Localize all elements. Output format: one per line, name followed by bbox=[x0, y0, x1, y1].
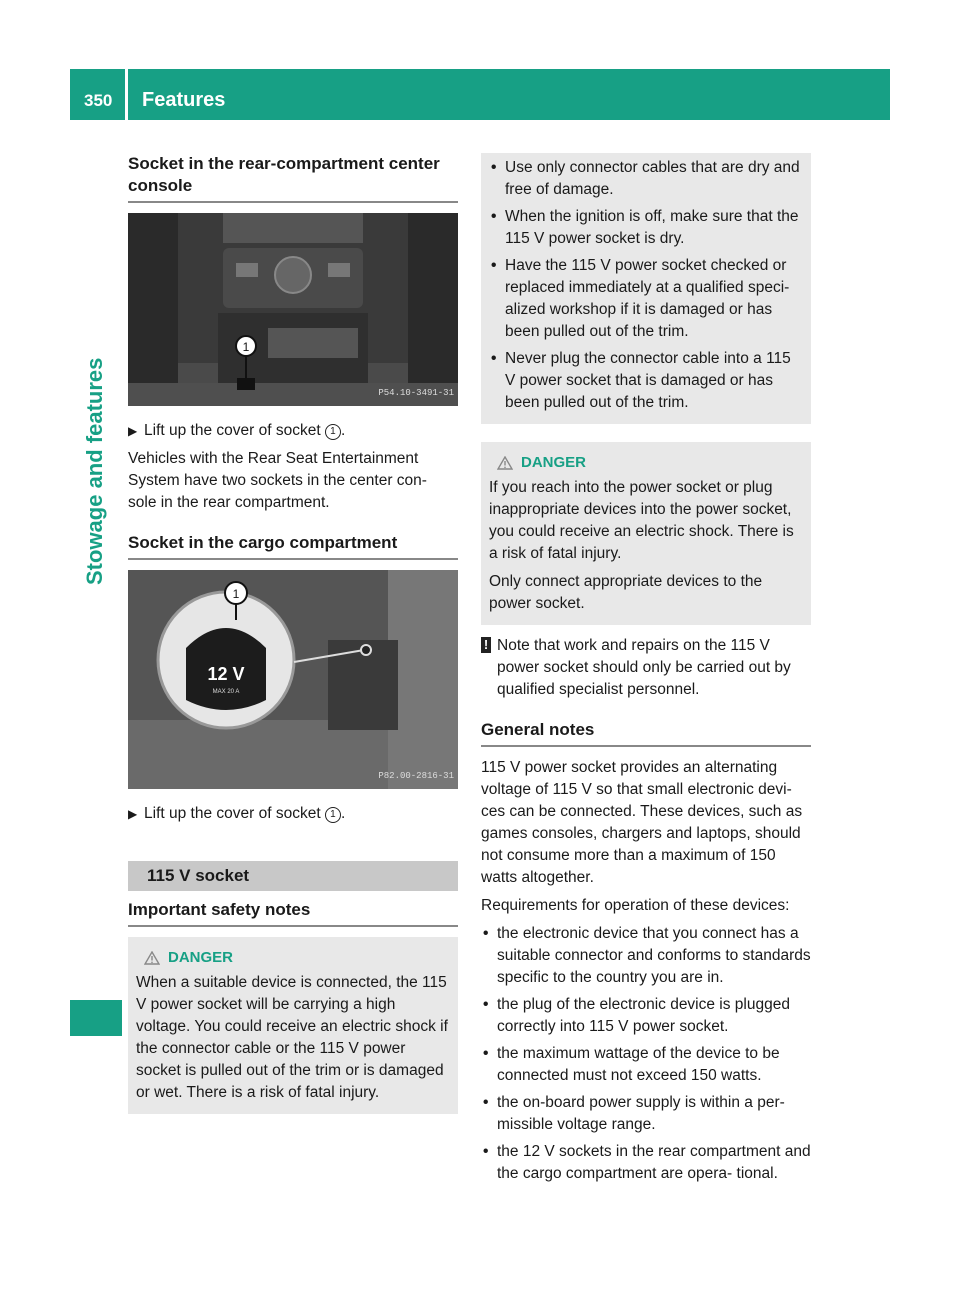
warning-bullets-box bbox=[481, 153, 811, 424]
socket-rating: MAX 20 A bbox=[212, 689, 240, 695]
list-item bbox=[481, 1141, 811, 1185]
warning-triangle-icon bbox=[497, 456, 513, 470]
list-item-text: the plug of the electronic device is plugged correctly into 115 V power socket. bbox=[497, 996, 790, 1035]
safety-heading: Important safety notes bbox=[128, 899, 458, 927]
general-notes-heading: General notes bbox=[481, 719, 811, 747]
danger-header bbox=[489, 452, 803, 474]
list-item-text: Have the 115 V power socket checked or replaced immediately at a qualified speci- alized workshop if it is damaged or has been pulled out of the trim. bbox=[505, 257, 790, 340]
callout-marker: 1 bbox=[325, 424, 341, 440]
note-block bbox=[481, 635, 811, 701]
bullet-icon: • bbox=[491, 350, 497, 367]
danger-text: When a suitable device is connected, the 115 V power socket will be carrying a high voltage. You could receive an electric shock if the connector cable or the 115 V power socket is pulled out of the trim or is damaged or wet. There is a risk of fatal injury. bbox=[136, 974, 448, 1101]
list-item bbox=[481, 1043, 811, 1087]
exclamation-icon: ! bbox=[481, 637, 491, 653]
step-arrow-icon: ▶ bbox=[128, 424, 138, 438]
left-column bbox=[128, 153, 458, 1114]
rear-socket-heading: Socket in the rear-compartment center console bbox=[128, 153, 458, 203]
warning-triangle-icon bbox=[144, 951, 160, 965]
list-item bbox=[489, 348, 803, 414]
bullet-icon: • bbox=[491, 208, 497, 225]
list-item bbox=[481, 994, 811, 1038]
list-item bbox=[481, 923, 811, 989]
list-item bbox=[489, 255, 803, 343]
bullet-icon: • bbox=[483, 1045, 489, 1062]
rear-console-photo bbox=[128, 213, 458, 406]
rear-socket-paragraph: Vehicles with the Rear Seat Entertainment System have two sockets in the center con- sole in the rear compartment. bbox=[128, 450, 427, 511]
bullet-icon: • bbox=[491, 257, 497, 274]
list-item-text: the 12 V sockets in the rear compartment and the cargo compartment are opera- tional. bbox=[497, 1143, 811, 1182]
instruction-step bbox=[128, 420, 458, 442]
bullet-icon: • bbox=[483, 1094, 489, 1111]
figure-code: P54.10-3491-31 bbox=[378, 388, 454, 398]
page-header bbox=[70, 69, 890, 120]
step-text-end: . bbox=[340, 805, 346, 822]
step-text: Lift up the cover of socket bbox=[144, 422, 321, 439]
list-item bbox=[481, 1092, 811, 1136]
step-text-end: . bbox=[340, 422, 346, 439]
bullet-icon: • bbox=[483, 1143, 489, 1160]
danger-box bbox=[481, 442, 811, 625]
danger-text: If you reach into the power socket or plug inappropriate devices into the power socket, you could receive an electric shock. There is a risk of fatal injury. bbox=[489, 479, 794, 562]
socket-label: 12 V bbox=[207, 664, 245, 684]
page-number: 350 bbox=[84, 91, 113, 110]
danger-header bbox=[136, 947, 450, 969]
side-tab-marker bbox=[70, 1000, 122, 1036]
list-item-text: When the ignition is off, make sure that the 115 V power socket is dry. bbox=[505, 208, 799, 247]
cargo-compartment-photo bbox=[128, 570, 458, 789]
callout-marker: 1 bbox=[325, 807, 341, 823]
bullet-icon: • bbox=[483, 996, 489, 1013]
section-title: Features bbox=[142, 89, 226, 111]
list-item-text: the maximum wattage of the device to be connected must not exceed 150 watts. bbox=[497, 1045, 780, 1084]
bullet-icon: • bbox=[483, 925, 489, 942]
section-band-115v: 115 V socket bbox=[128, 861, 458, 891]
bullet-icon: • bbox=[491, 159, 497, 176]
cargo-compartment-illustration bbox=[128, 570, 458, 789]
step-arrow-icon: ▶ bbox=[128, 807, 138, 821]
step-text: Lift up the cover of socket bbox=[144, 805, 321, 822]
general-paragraph: 115 V power socket provides an alternating voltage of 115 V so that small electronic devi- ces can be connected. These devices, such as games consoles, chargers and laptops, should not consume more than a maximum of 150 watts altogether. bbox=[481, 759, 803, 886]
list-item bbox=[489, 206, 803, 250]
rear-console-illustration bbox=[128, 213, 458, 406]
danger-label: DANGER bbox=[168, 949, 234, 966]
side-tab-label: Stowage and features bbox=[82, 357, 107, 585]
figure-code: P82.00-2816-31 bbox=[378, 771, 454, 781]
right-column bbox=[481, 153, 811, 1190]
danger-box bbox=[128, 937, 458, 1114]
svg-text:1: 1 bbox=[242, 340, 250, 354]
svg-text:1: 1 bbox=[232, 587, 240, 601]
danger-instruction: Only connect appropriate devices to the power socket. bbox=[489, 573, 763, 612]
list-item-text: the electronic device that you connect has a suitable connector and conforms to standards specific to the country you are in. bbox=[497, 925, 811, 986]
note-text: Note that work and repairs on the 115 V power socket should only be carried out by qualified specialist personnel. bbox=[497, 637, 791, 698]
instruction-step bbox=[128, 803, 458, 825]
requirements-intro: Requirements for operation of these devices: bbox=[481, 897, 790, 914]
list-item bbox=[489, 157, 803, 201]
list-item-text: Use only connector cables that are dry and free of damage. bbox=[505, 159, 800, 198]
header-divider bbox=[125, 69, 128, 120]
danger-label: DANGER bbox=[521, 454, 587, 471]
list-item-text: Never plug the connector cable into a 115 V power socket that is damaged or has been pulled out of the trim. bbox=[505, 350, 791, 411]
list-item-text: the on-board power supply is within a per- missible voltage range. bbox=[497, 1094, 785, 1133]
cargo-socket-heading: Socket in the cargo compartment bbox=[128, 532, 458, 560]
